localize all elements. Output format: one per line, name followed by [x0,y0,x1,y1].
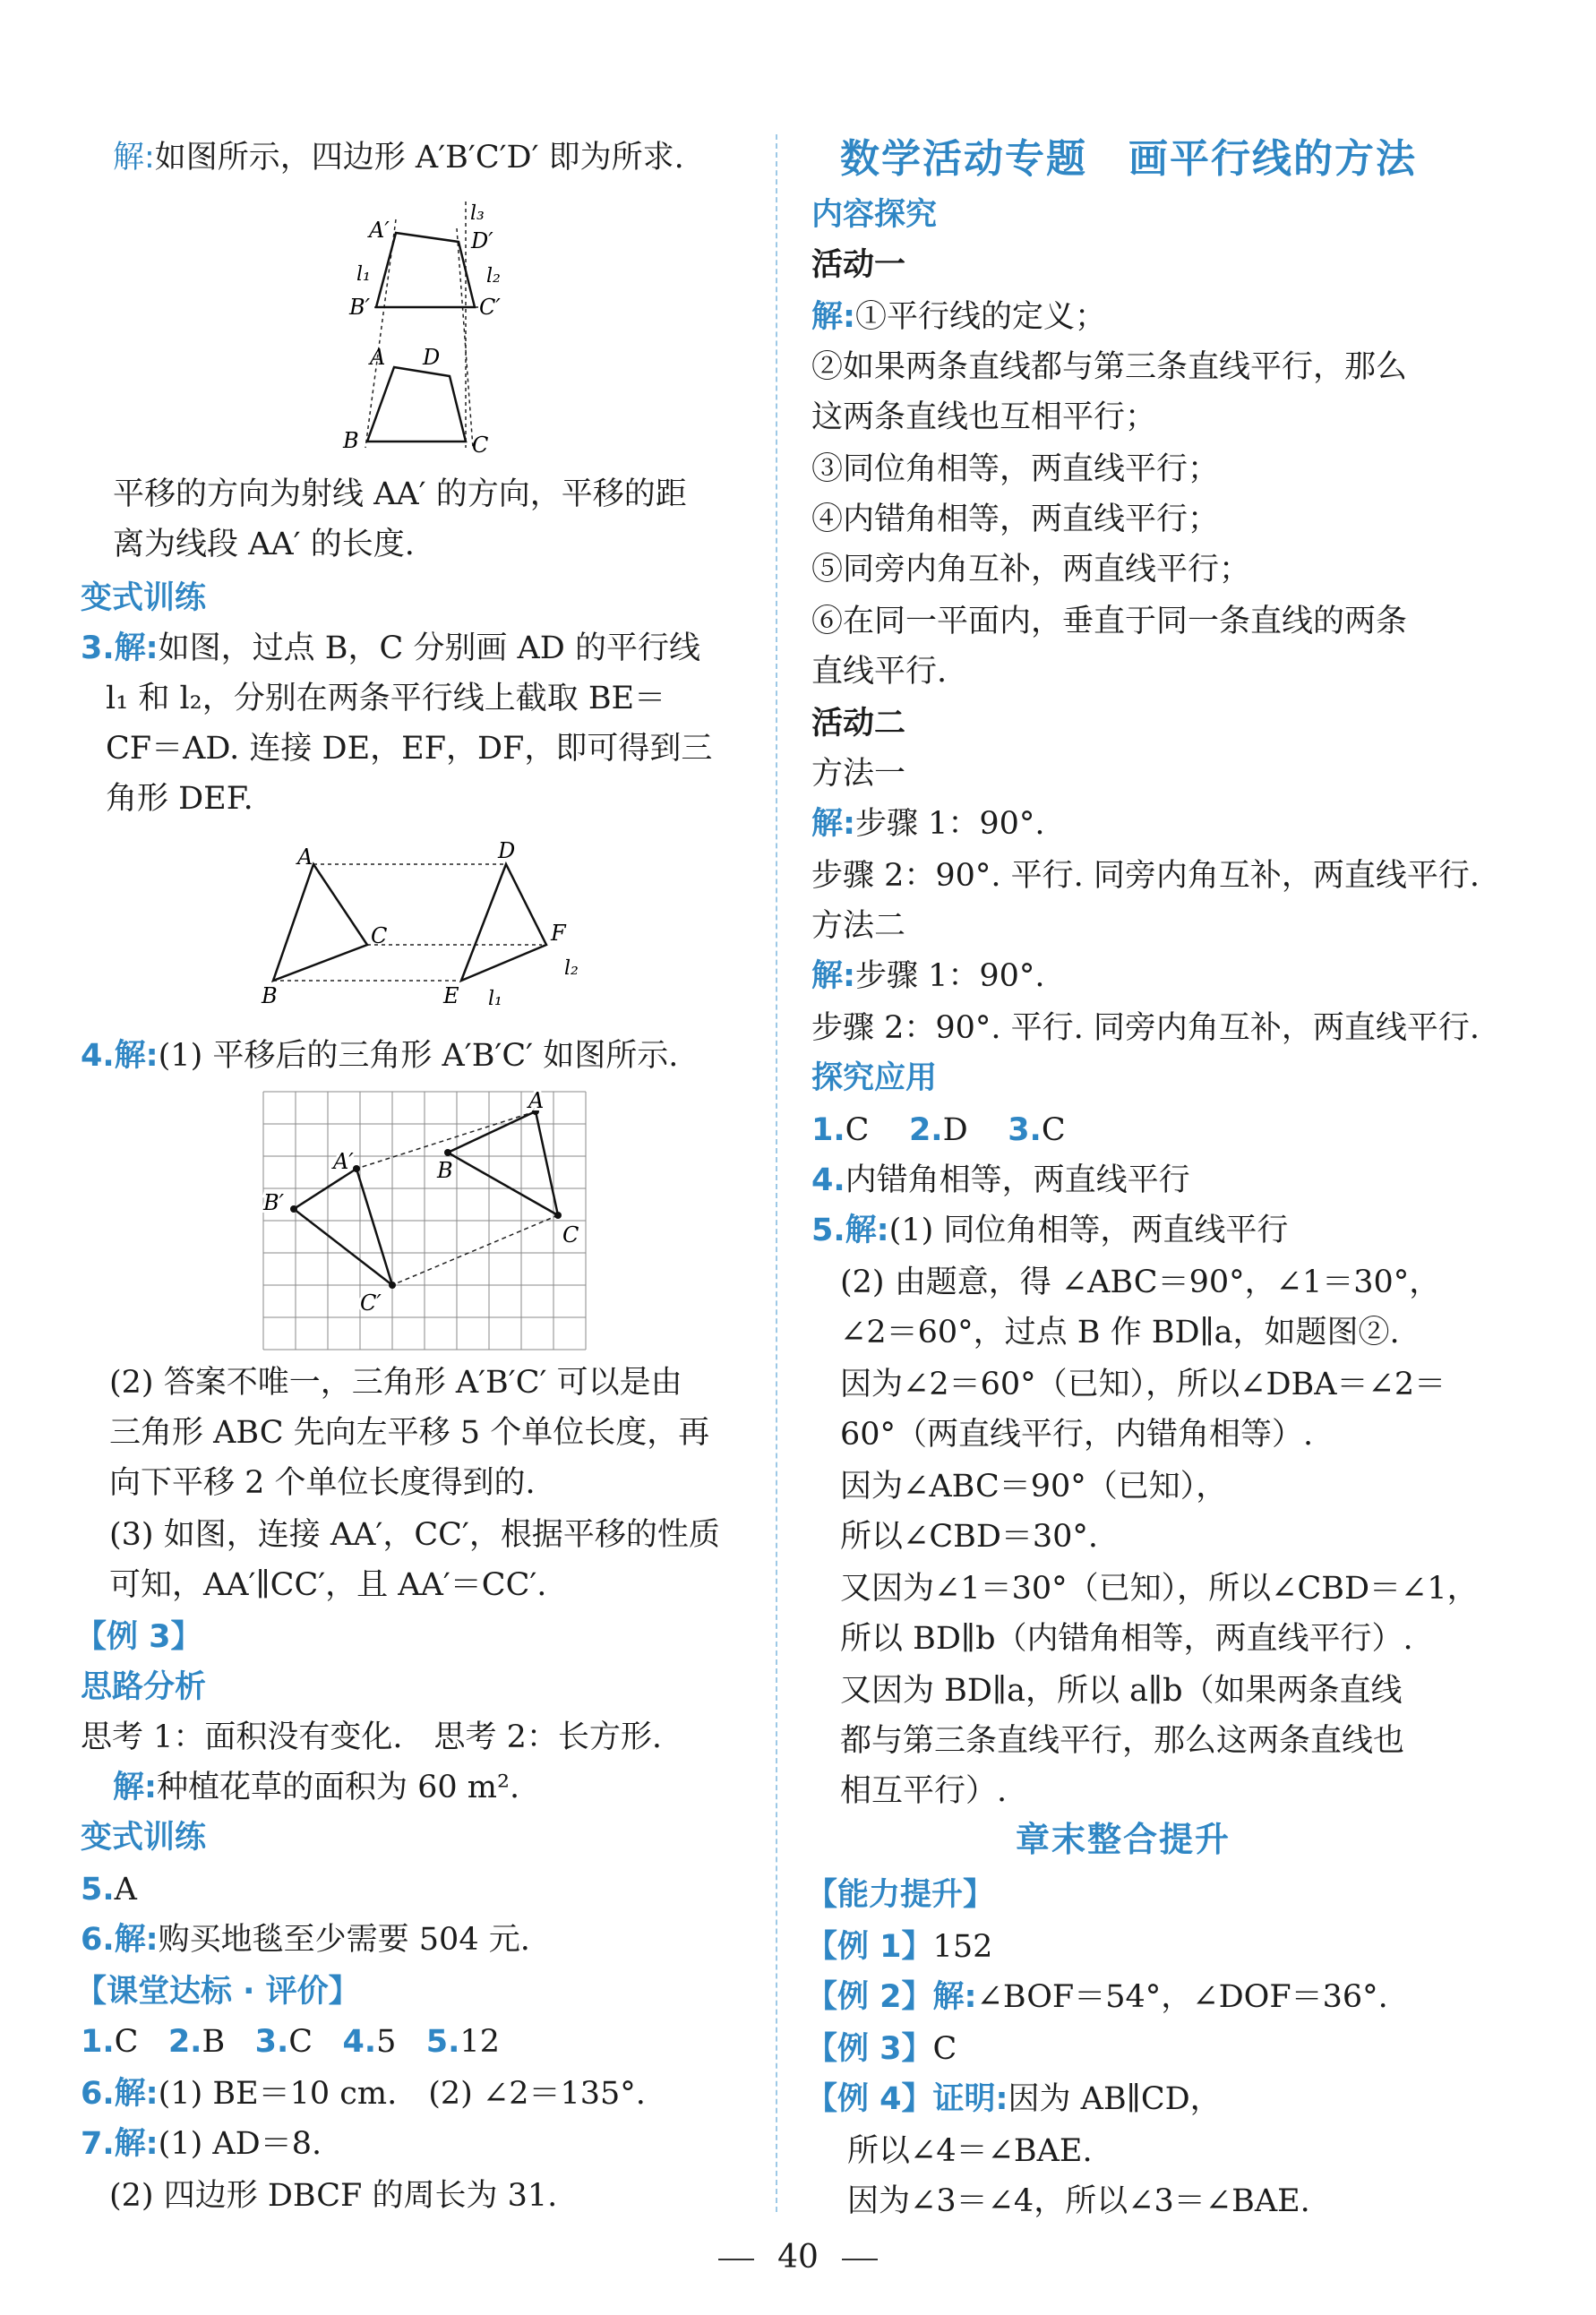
figure-triangle-def [251,833,609,1012]
chapter-summary-title: 章末整合提升 [1016,1819,1231,1859]
right-line-5: 这两条直线也互相平行； [811,399,1157,435]
left-line-24: 6.解:(1) BE＝10 cm. (2) ∠2＝135°. [81,2076,646,2112]
label-l2: l₂ [564,957,579,980]
right-line-22: (2) 由题意，得 ∠ABC＝90°，∠1＝30°， [840,1265,1441,1300]
column-divider [776,134,777,2212]
left-line-8: 角形 DEF. [106,781,253,817]
triangle-a1b1c1 [294,1169,392,1285]
left-line-17: 思考 1：面积没有变化. 思考 2：长方形. [81,1719,663,1755]
label-D: D [423,345,441,370]
label-B: B [343,428,359,453]
quad-abcd [367,367,466,442]
right-line-36: 【例 2】解:∠BOF＝54°，∠DOF＝36°. [806,1979,1388,2015]
right-line-14: 步骤 2：90°. 平行. 同旁内角互补，两直线平行. [811,858,1480,894]
right-line-24: 因为∠2＝60°（已知），所以∠DBA＝∠2＝ [840,1367,1446,1402]
figure-grid-translation [260,1088,600,1357]
left-line-12: 向下平移 2 个单位长度得到的. [109,1465,536,1501]
left-line-7: CF＝AD. 连接 DE，EF，DF，即可得到三 [106,731,713,767]
figure-quadrilateral-translation [340,193,537,461]
label-C1: C′ [360,1290,382,1316]
triangle-abc [448,1111,558,1215]
right-line-10: 直线平行. [811,654,948,690]
left-line-1: 解:如图所示，四边形 A′B′C′D′ 即为所求. [113,140,684,176]
right-line-35: 【例 1】152 [806,1929,993,1965]
right-line-39: 所以∠4＝∠BAE. [847,2133,1093,2169]
label-B1: B′ [349,295,371,320]
left-line-3: 离为线段 AA′ 的长度. [113,527,415,562]
label-B1: B′ [263,1190,285,1215]
label-l1: l₁ [488,988,502,1010]
label-A: A [528,1088,545,1113]
content-exploration-heading: 内容探究 [811,197,938,233]
left-line-9: 4.解:(1) 平移后的三角形 A′B′C′ 如图所示. [81,1038,679,1074]
label-C: C [562,1222,579,1248]
quad-a1b1c1d1 [376,233,475,307]
label-F: F [551,921,566,946]
label-B: B [437,1158,453,1183]
activity-1-heading: 活动一 [811,247,906,283]
left-line-13: (3) 如图，连接 AA′，CC′，根据平移的性质 [109,1517,720,1553]
label-C: C [371,923,388,948]
label-A: A [297,845,313,870]
left-line-10: (2) 答案不唯一，三角形 A′B′C′ 可以是由 [109,1365,682,1401]
activity-2-heading: 活动二 [811,706,906,742]
label-C1: C′ [479,295,501,320]
example-3-heading: 【例 3】 [75,1619,202,1655]
right-line-13: 解:步骤 1：90°. [811,806,1045,842]
left-line-11: 三角形 ABC 先向左平移 5 个单位长度，再 [109,1415,710,1451]
right-line-17: 步骤 2：90°. 平行. 同旁内角互补，两直线平行. [811,1010,1480,1046]
label-l3: l₃ [470,202,485,225]
right-line-4: ②如果两条直线都与第三条直线平行，那么 [811,349,1408,385]
label-D1: D′ [471,228,493,253]
left-line-6: l₁ 和 l₂，分别在两条平行线上截取 BE＝ [106,681,666,716]
right-line-20: 4.内错角相等，两直线平行 [811,1162,1190,1198]
left-line-5: 3.解:如图，过点 B，C 分别画 AD 的平行线 [81,630,700,666]
right-line-31: 都与第三条直线平行，那么这两条直线也 [840,1723,1405,1759]
left-line-20: 5.A [81,1872,137,1908]
right-line-29: 所以 BD∥b（内错角相等，两直线平行）. [840,1621,1413,1657]
grid [263,1092,586,1350]
right-line-37: 【例 3】C [806,2031,957,2067]
ability-improvement-heading: 【能力提升】 [806,1877,995,1913]
label-l1: l₁ [356,263,371,286]
left-line-18: 解:种植花草的面积为 60 m². [113,1770,520,1805]
right-line-26: 因为∠ABC＝90°（已知）， [840,1469,1228,1505]
label-C: C [472,433,489,458]
special-topic-title: 数学活动专题 画平行线的方法 [840,136,1417,182]
left-line-26: (2) 四边形 DBCF 的周长为 31. [109,2178,558,2214]
left-line-21: 6.解:购买地毯至少需要 504 元. [81,1922,530,1958]
exploration-application-heading: 探究应用 [811,1060,938,1096]
label-l2: l₂ [486,265,501,287]
right-line-16: 解:步骤 1：90°. [811,958,1045,994]
thinking-analysis-heading: 思路分析 [81,1669,207,1705]
triangle-abc [273,864,367,981]
label-B: B [262,983,278,1008]
section-variant-training-2: 变式训练 [81,1820,207,1856]
label-D: D [498,838,516,863]
right-line-19: 1.C 2.D 3.C [811,1112,1066,1148]
right-line-8: ⑤同旁内角互补，两直线平行； [811,552,1251,587]
label-E: E [443,983,459,1008]
cc1-dashed-line [392,1215,558,1285]
right-line-21: 5.解:(1) 同位角相等，两直线平行 [811,1213,1289,1248]
right-line-32: 相互平行）. [840,1773,1008,1809]
label-A: A [370,345,386,370]
method-2-heading: 方法二 [811,908,906,944]
right-line-40: 因为∠3＝∠4，所以∠3＝∠BAE. [847,2183,1310,2219]
left-line-25: 7.解:(1) AD＝8. [81,2126,322,2162]
right-line-23: ∠2＝60°，过点 B 作 BD∥a，如题图②. [840,1315,1400,1350]
triangle-def [461,864,546,981]
left-line-14: 可知，AA′∥CC′，且 AA′＝CC′. [109,1567,547,1603]
right-line-25: 60°（两直线平行，内错角相等）. [840,1417,1314,1453]
right-line-9: ⑥在同一平面内，垂直于同一条直线的两条 [811,604,1408,639]
left-line-23: 1.C 2.B 3.C 4.5 5.12 [81,2024,500,2060]
right-line-3: 解:①平行线的定义； [811,299,1107,335]
right-line-38: 【例 4】证明:因为 AB∥CD， [806,2081,1222,2117]
method-1-heading: 方法一 [811,756,906,792]
right-line-28: 又因为∠1＝30°（已知），所以∠CBD＝∠1， [840,1571,1479,1607]
class-assessment-heading: 【课堂达标 · 评价】 [75,1974,360,2010]
right-line-27: 所以∠CBD＝30°. [840,1519,1099,1555]
right-line-7: ④内错角相等，两直线平行； [811,502,1220,537]
page-number: 40 [0,2239,1596,2276]
section-variant-training-1: 变式训练 [81,580,207,616]
right-line-30: 又因为 BD∥a，所以 a∥b（如果两条直线 [840,1673,1403,1709]
left-line-2: 平移的方向为射线 AA′ 的方向，平移的距 [113,476,687,512]
label-A1: A′ [369,218,390,243]
label-A1: A′ [333,1149,354,1174]
right-line-6: ③同位角相等，两直线平行； [811,451,1220,487]
